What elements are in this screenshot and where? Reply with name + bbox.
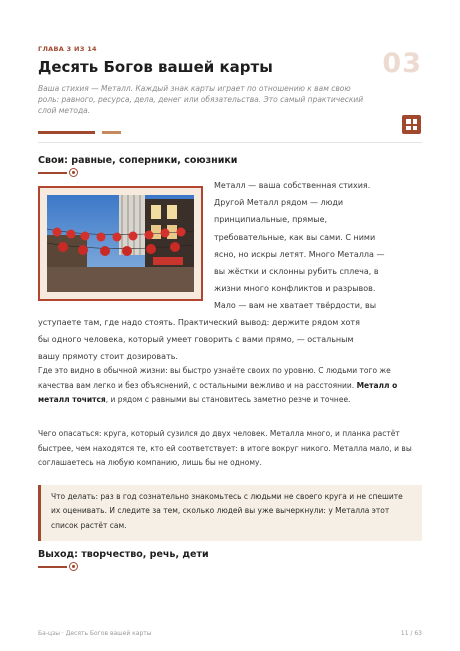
text-line: Другой Металл рядом — люди <box>214 198 344 208</box>
paragraph-everyday-life: Где это видно в обычной жизни: вы быстро узнаёте своих по уровню. С людьми того же качества вам легко и без объяснений, с остальными вежливо и на расстоянии. Металл о металл точится, и рядом с равными вы становитесь заметно резче и точнее. <box>38 366 398 405</box>
heading-ornament-icon <box>38 168 82 178</box>
street-lanterns-photo <box>47 195 194 292</box>
paragraph-warnings: Чего опасаться: круга, который сузился до двух человек. Металла много, и планка растёт быстрее, чем находятся те, кто ей соответствует: в итоге вокруг никого. Металла мало, и вы соглашаетесь на любую компанию, лишь бы не одному. <box>38 429 412 468</box>
header-divider <box>38 142 422 143</box>
chapter-number: 03 <box>382 48 422 79</box>
accent-rule-long <box>38 131 95 134</box>
text-line: вашу прямоту стоит дозировать. <box>38 352 178 362</box>
section-heading-peers: Свои: равные, соперники, союзники <box>38 155 238 166</box>
text-line: уступаете там, где надо стоять. Практический вывод: держите рядом хотя <box>38 318 360 327</box>
accent-rule-short <box>102 131 121 134</box>
text-line: вы жёстки и склонны рубить сплеча, в <box>214 267 379 277</box>
callout-box: Что делать: раз в год сознательно знакомьтесь с людьми не своего круга и не спешите их оценивать. И следите за тем, сколько людей вы уже вычеркнули: у Металла этот список растёт сам. <box>38 485 422 541</box>
heading-ornament-icon <box>38 562 82 572</box>
text-line: бы одного человека, который умеет говорить с вами прямо, — остальным <box>38 335 354 345</box>
grid-icon <box>402 115 421 134</box>
text-line: Мало — вам не хватает твёрдости, вы <box>214 301 377 311</box>
body-text-wrapped <box>214 177 422 315</box>
text-line: жизни много конфликтов и разрывов. <box>214 284 376 294</box>
text-line: принципиальные, прямые, <box>214 215 328 225</box>
text-line: требовательные, как вы сами. С ними <box>214 232 376 242</box>
intro-text: Ваша стихия — Металл. Каждый знак карты играет по отношению к вам свою роль: равного, ресурса, дела, денег или обязательства. Это самый практический слой метода. <box>38 84 364 115</box>
body-text-continued <box>38 314 422 366</box>
photo-frame <box>38 186 203 301</box>
page-number: 11 / 63 <box>400 630 422 637</box>
chapter-label: ГЛАВА 3 ИЗ 14 <box>38 45 97 53</box>
text-line: ясно, но искры летят. Много Металла — <box>214 249 385 259</box>
section-heading-output: Выход: творчество, речь, дети <box>38 549 209 560</box>
footer-title: Ба-цзы · Десять Богов вашей карты <box>38 630 152 637</box>
text-line: Металл — ваша собственная стихия. <box>214 181 371 190</box>
emphasis-text: Металл о металл точится <box>38 380 398 405</box>
page-title: Десять Богов вашей карты <box>38 58 273 76</box>
